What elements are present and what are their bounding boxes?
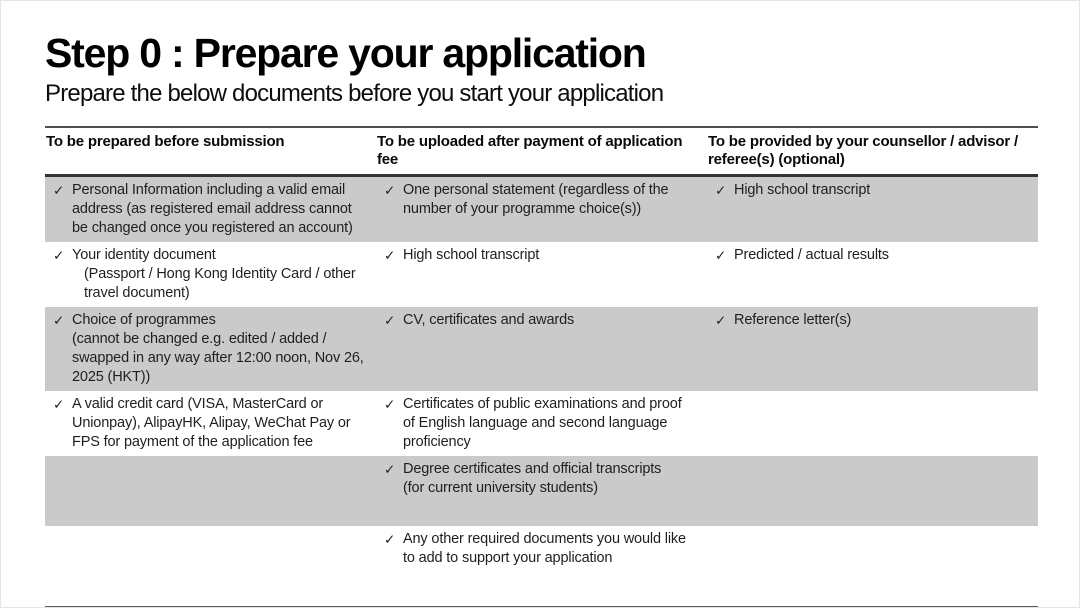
table-cell [45, 391, 376, 456]
table-cell [376, 177, 707, 242]
page-title: Step 0 : Prepare your application [45, 30, 646, 76]
table-cell [707, 177, 1038, 242]
table-cell-empty [45, 526, 376, 606]
cell-text [72, 246, 368, 303]
cell-text [403, 460, 699, 498]
column-header-prepare: To be prepared before submission [46, 132, 285, 150]
cell-text [72, 311, 368, 387]
table-cell [376, 391, 707, 456]
table-cell [376, 526, 707, 606]
cell-text: Predicted / actual results [734, 247, 889, 264]
table-row [45, 391, 1038, 456]
cell-text-sub: (Passport / Hong Kong Identity Card / other travel document) [84, 266, 356, 302]
table-cell-empty [45, 456, 376, 526]
cell-text: Any other required documents you would like to add to support your application [403, 531, 686, 567]
checkmark-icon: ✓ [384, 248, 396, 264]
checkmark-icon: ✓ [715, 248, 727, 264]
checkmark-icon: ✓ [53, 397, 65, 413]
column-header-counsellor: To be provided by your counsellor / advisor / referee(s) (optional) [708, 132, 1018, 169]
cell-text: Personal Information including a valid email address (as registered email address cannot be changed once you registered an account) [72, 182, 353, 237]
table-header-row [45, 126, 1038, 178]
cell-text-sub: (for current university students) [403, 480, 598, 497]
table-row [45, 456, 1038, 526]
cell-text-main: Choice of programmes [72, 312, 216, 329]
table-cell-empty [707, 526, 1038, 606]
cell-text-main: Degree certificates and official transcripts [403, 461, 662, 478]
table-cell [45, 177, 376, 242]
table-cell [376, 242, 707, 307]
table-cell [376, 307, 707, 391]
cell-text: High school transcript [403, 247, 540, 264]
table-row [45, 307, 1038, 391]
table-cell-empty [707, 391, 1038, 456]
cell-text: One personal statement (regardless of the number of your programme choice(s)) [403, 182, 669, 218]
table-cell-empty [707, 456, 1038, 526]
table-cell [707, 307, 1038, 391]
table-cell [45, 307, 376, 391]
checkmark-icon: ✓ [384, 462, 396, 478]
table-row [45, 526, 1038, 606]
cell-text: A valid credit card (VISA, MasterCard or Unionpay), AlipayHK, Alipay, WeChat Pay or FPS for payment of the application fee [72, 396, 351, 451]
table-row [45, 242, 1038, 307]
checkmark-icon: ✓ [384, 397, 396, 413]
checkmark-icon: ✓ [384, 532, 396, 548]
cell-text: Reference letter(s) [734, 312, 852, 329]
checkmark-icon: ✓ [53, 248, 65, 264]
column-header-upload: To be uploaded after payment of application fee [377, 132, 683, 169]
table-cell [707, 242, 1038, 307]
cell-text-sub: (cannot be changed e.g. edited / added / swapped in any way after 12:00 noon, Nov 26, 2025 (HKT)) [72, 331, 364, 386]
checkmark-icon: ✓ [53, 313, 65, 329]
table-row [45, 177, 1038, 242]
documents-table [45, 126, 1038, 608]
checkmark-icon: ✓ [715, 313, 727, 329]
table-cell [45, 242, 376, 307]
table-cell [376, 456, 707, 526]
checkmark-icon: ✓ [384, 183, 396, 199]
checkmark-icon: ✓ [53, 183, 65, 199]
page-subtitle: Prepare the below documents before you start your application [45, 79, 664, 107]
cell-text: CV, certificates and awards [403, 312, 575, 329]
cell-text: High school transcript [734, 182, 871, 199]
cell-text-main: Your identity document [72, 247, 216, 264]
slide-content [1, 1, 1079, 608]
cell-text: Certificates of public examinations and proof of English language and second language proficiency [403, 396, 682, 451]
checkmark-icon: ✓ [384, 313, 396, 329]
checkmark-icon: ✓ [715, 183, 727, 199]
